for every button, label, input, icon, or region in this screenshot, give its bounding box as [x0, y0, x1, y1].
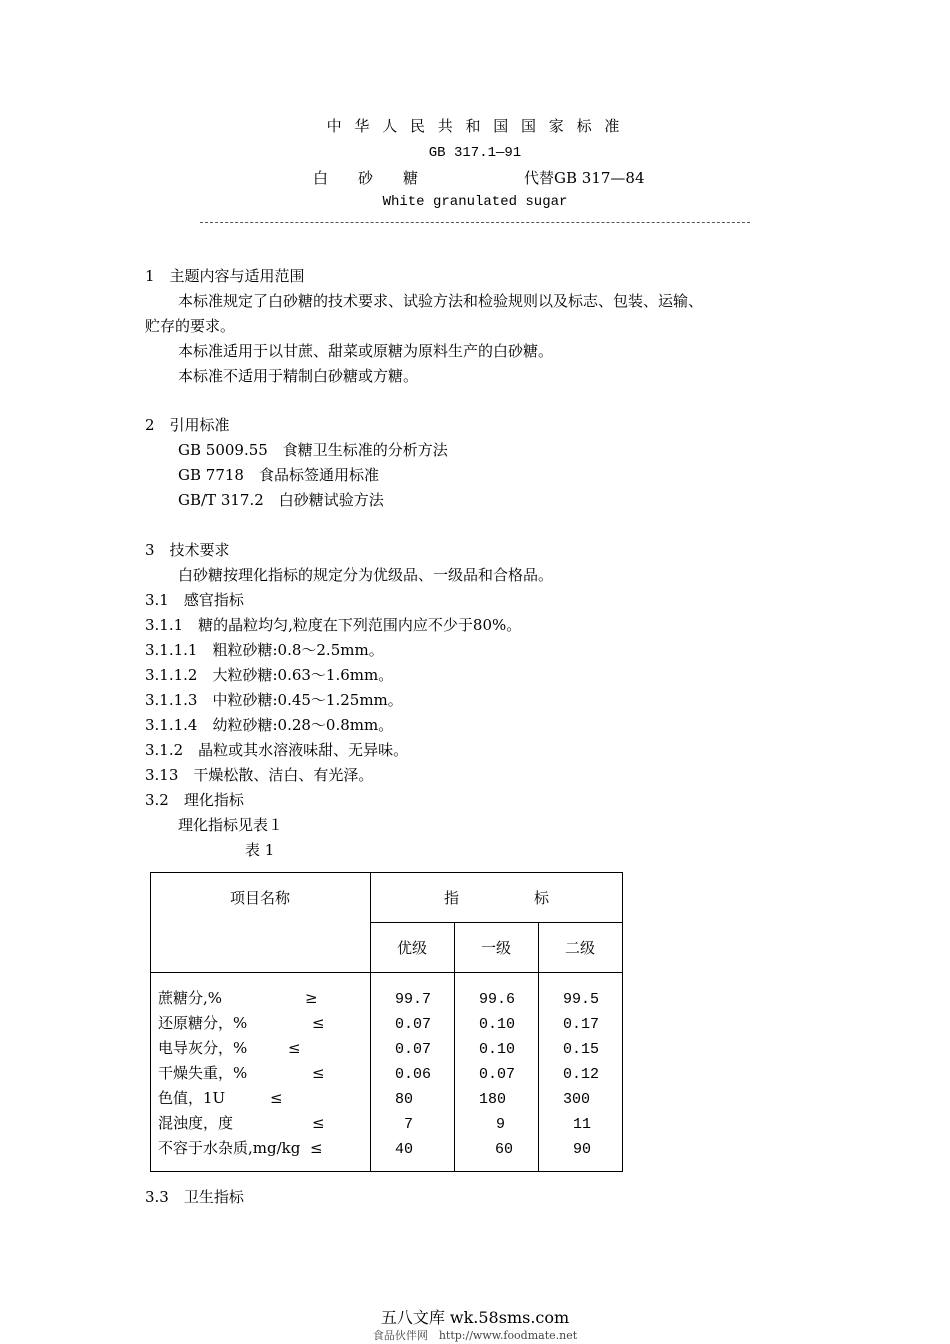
table-border-bottom: [150, 1171, 623, 1172]
table-cell: 7: [404, 1116, 414, 1133]
reference-3: GB/T 317.2 白砂糖试验方法: [178, 491, 384, 509]
table-cell: 0.10: [479, 1016, 516, 1033]
table-divider-index: [370, 922, 623, 923]
physicochemical-table: [150, 872, 623, 1172]
standard-code: GB 317.1—91: [428, 145, 522, 161]
table-row-name: 不容于水杂质,mg/kg: [158, 1139, 301, 1157]
table-row-name: 色值，1U: [158, 1089, 226, 1107]
clause-3-1-1-4: 3.1.1.4 幼粒砂糖:0.28～0.8mm。: [145, 716, 394, 734]
table-cell: 300: [563, 1091, 591, 1108]
clause-3-1-2: 3.1.2 晶粒或其水溶液味甜、无异味。: [145, 741, 409, 759]
footer-source: 食品伙伴网 http://www.foodmate.net: [372, 1329, 578, 1342]
table-border-top: [150, 872, 623, 873]
clause-3-13: 3.13 干燥松散、洁白、有光泽。: [145, 766, 374, 784]
table-caption: 表 1: [245, 841, 275, 859]
table-row-symbol: ≤: [288, 1039, 301, 1057]
section-1-heading: 1 主题内容与适用范围: [145, 267, 305, 285]
table-row-name: 干燥失重，%: [158, 1064, 248, 1082]
table-divider-grade-1: [454, 922, 455, 1172]
table-cell: 0.07: [395, 1016, 432, 1033]
footer-watermark: 五八文库 wk.58sms.com: [380, 1308, 570, 1327]
table-cell: 99.6: [479, 991, 516, 1008]
reference-1: GB 5009.55 食糖卫生标准的分析方法: [178, 441, 448, 459]
table-border-left: [150, 872, 151, 1172]
table-cell: 0.07: [395, 1041, 432, 1058]
clause-3-1-1-2: 3.1.1.2 大粒砂糖:0.63～1.6mm。: [145, 666, 394, 684]
table-row-name: 电导灰分，%: [158, 1039, 248, 1057]
table-cell: 0.06: [395, 1066, 432, 1083]
table-cell: 11: [573, 1116, 592, 1133]
table-cell: 99.5: [563, 991, 600, 1008]
table-row-symbol: ≤: [312, 1014, 325, 1032]
section-3-heading: 3 技术要求: [145, 541, 230, 559]
clause-3-3: 3.3 卫生指标: [145, 1188, 244, 1206]
clause-3-1: 3.1 感官指标: [145, 591, 244, 609]
english-title: White granulated sugar: [382, 194, 568, 210]
table-border-right: [622, 872, 623, 1172]
table-cell: 40: [395, 1141, 414, 1158]
section-1-scope: 本标准适用于以甘蔗、甜菜或原糖为原料生产的白砂糖。: [178, 342, 554, 360]
table-row-name: 蔗糖分,%: [158, 989, 223, 1007]
table-cell: 80: [395, 1091, 414, 1108]
table-header-index: 指 标: [443, 889, 549, 907]
table-row-name: 还原糖分，%: [158, 1014, 248, 1032]
table-cell: 90: [573, 1141, 592, 1158]
table-header-grade-second: 二级: [564, 939, 595, 957]
table-cell: 0.12: [563, 1066, 600, 1083]
reference-2: GB 7718 食品标签通用标准: [178, 466, 379, 484]
table-header-item: 项目名称: [229, 889, 290, 907]
table-divider-header: [150, 972, 623, 973]
table-divider-item: [370, 872, 371, 1172]
table-header-grade-premium: 优级: [396, 939, 427, 957]
section-1-paragraph: 本标准规定了白砂糖的技术要求、试验方法和检验规则以及标志、包装、运输、: [178, 292, 704, 310]
section-1-exclusion: 本标准不适用于精制白砂糖或方糖。: [178, 367, 419, 385]
table-row-symbol: ≥: [305, 989, 318, 1007]
section-2-heading: 2 引用标准: [145, 416, 230, 434]
clause-3-1-1: 3.1.1 糖的晶粒均匀,粒度在下列范围内应不少于80%。: [145, 616, 522, 634]
table-row-symbol: ≤: [312, 1064, 325, 1082]
replaces-code: 代替GB 317—84: [524, 169, 645, 187]
table-row-symbol: ≤: [310, 1139, 323, 1157]
table-row-symbol: ≤: [270, 1089, 283, 1107]
table-row-symbol: ≤: [312, 1114, 325, 1132]
table-cell: 99.7: [395, 991, 432, 1008]
table-cell: 0.17: [563, 1016, 600, 1033]
table-cell: 0.15: [563, 1041, 600, 1058]
table-header-grade-first: 一级: [480, 939, 511, 957]
table-cell: 0.07: [479, 1066, 516, 1083]
standard-title: 中 华 人 民 共 和 国 国 家 标 准: [326, 117, 624, 135]
section-3-intro: 白砂糖按理化指标的规定分为优级品、一级品和合格品。: [178, 566, 554, 584]
table-cell: 180: [479, 1091, 507, 1108]
clause-3-2: 3.2 理化指标: [145, 791, 244, 809]
product-name: 白 砂 糖: [313, 169, 419, 187]
header-divider: [200, 222, 750, 223]
table-cell: 60: [495, 1141, 514, 1158]
table-row-name: 混浊度，度: [158, 1114, 234, 1132]
table-divider-grade-2: [538, 922, 539, 1172]
table-cell: 9: [496, 1116, 506, 1133]
section-1-paragraph-cont: 贮存的要求。: [145, 317, 236, 335]
table-cell: 0.10: [479, 1041, 516, 1058]
clause-3-2-note: 理化指标见表１: [178, 816, 284, 834]
clause-3-1-1-1: 3.1.1.1 粗粒砂糖:0.8～2.5mm。: [145, 641, 384, 659]
clause-3-1-1-3: 3.1.1.3 中粒砂糖:0.45～1.25mm。: [145, 691, 403, 709]
